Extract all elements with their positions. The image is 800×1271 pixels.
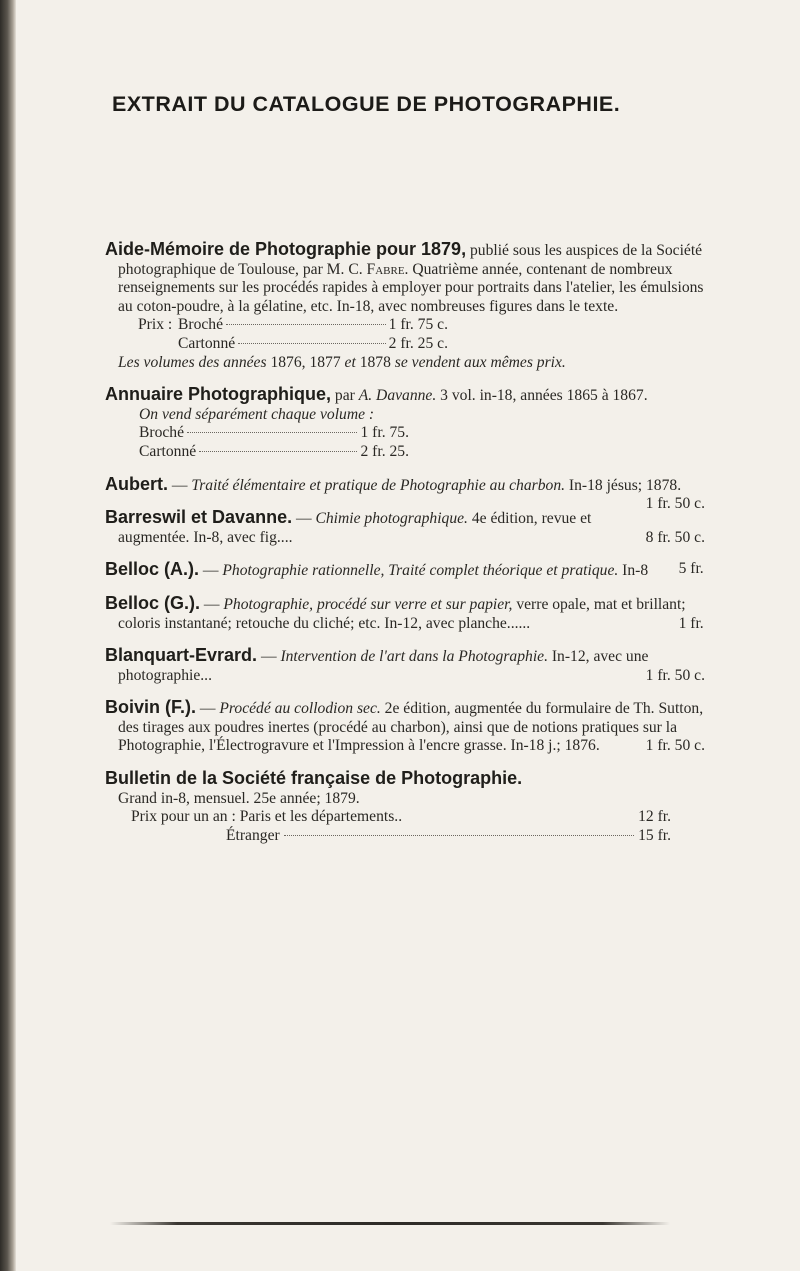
entry-price: 1 fr. [678, 614, 704, 632]
price-label: Cartonné [139, 442, 197, 460]
entry-title: Intervention de l'art dans la Photographie. [280, 648, 548, 666]
price-list [105, 316, 705, 353]
entry-title: Photographie rationnelle, Traité complet théorique et pratique. [222, 562, 619, 580]
entry-note: On vend séparément chaque volume : [139, 405, 375, 423]
price-row [118, 335, 448, 354]
price-value: 12 fr. [638, 808, 671, 826]
entry-title: Traité élémentaire et pratique de Photographie au charbon. [191, 476, 566, 494]
entry-price: 1 fr. 50 c. [645, 495, 705, 513]
entry-detail: In-12, avec une photographie... [118, 648, 649, 684]
entry-price: 8 fr. 50 c. [645, 528, 705, 546]
entry-blanquart-evrard: Blanquart-Evrard. — Intervention de l'art dans la Photographie. In-12, avec une photographie... 1 fr. 50 c. [105, 645, 705, 684]
entry-price: 1 fr. 50 c. [645, 666, 705, 684]
entry-boivin: Boivin (F.). — Procédé au collodion sec. 2e édition, augmentée du formulaire de Th. Sutton, des tirages aux poudres inertes (procédé au charbon), ainsi que de notions pratiques sur la Photographie, l'Électrogravure et l'Impression à l'encre grasse. In-18 j.; 1876. 1 fr. 50 c. [105, 697, 705, 755]
price-value: 15 fr. [638, 826, 671, 844]
entry-bulletin [105, 769, 705, 845]
entry-detail: Grand in-8, mensuel. 25e année; 1879. [118, 789, 360, 807]
price-list [105, 808, 705, 845]
entry-price: 1 fr. 50 c. [645, 737, 705, 755]
entry-text: publié sous les auspices de la Société photographique de Toulouse, par M. C. [118, 242, 703, 278]
entry-detail: 4e édition, revue et augmentée. In-8, avec fig.... [118, 510, 592, 546]
entry-title: Procédé au collodion sec. [219, 700, 381, 718]
entry-author: Fabre [366, 260, 405, 278]
footer-rule [110, 1222, 670, 1225]
entry-aubert: Aubert. — Traité élémentaire et pratique de Photographie au charbon. In-18 jésus; 1878. 1 fr. 50 c. [105, 473, 705, 513]
entry-name: Bulletin de la Société française de Photographie. [105, 768, 523, 789]
page-title: EXTRAIT DU CATALOGUE DE PHOTOGRAPHIE. [112, 92, 621, 116]
entry-name: Blanquart-Evrard. [105, 645, 258, 666]
entry-title: Photographie, procédé sur verre et sur papier, [223, 595, 513, 613]
entry-name: Belloc (G.). [105, 592, 201, 613]
entry-text: 3 vol. in-18, années 1865 à 1867. [436, 387, 648, 405]
price-label: Prix pour un an : Paris et les départements.. [131, 808, 403, 826]
entry-detail: verre opale, mat et brillant; coloris instantané; retouche du cliché; etc. In-12, avec planche...... [118, 595, 686, 632]
entry-price: 5 fr. [678, 560, 704, 578]
entry-detail: 2e édition, augmentée du formulaire de Th. Sutton, des tirages aux poudres inertes (procédé au charbon), ainsi que de notions pratiques sur la Photographie, l'Électrogravure et l'Impression à l'encre grasse. In-18 j.; 1876. [118, 700, 704, 755]
entry-name: Barreswil et Davanne. [105, 507, 293, 528]
price-row [131, 808, 671, 827]
entry-author: A. Davanne. [358, 387, 437, 405]
entry-barreswil: Barreswil et Davanne. — Chimie photographique. 4e édition, revue et augmentée. In-8, avec fig.... 8 fr. 50 c. [105, 507, 705, 546]
entry-title: Chimie photographique. [315, 510, 468, 528]
price-row [139, 443, 409, 462]
entry-aide-memoire [105, 240, 705, 372]
price-label: Étranger [226, 826, 280, 844]
entry-name: Boivin (F.). [105, 697, 196, 718]
price-label: Cartonné [178, 334, 236, 352]
entry-detail: In-8 [618, 562, 649, 580]
entry-text: . Quatrième année, contenant de nombreux renseignements sur les procédés rapides à employer pour portraits dans l'atelier, les émulsions au coton-poudre, à la gélatine, etc. In-18, avec nombreuses figures dans le texte. [118, 260, 704, 315]
price-label: Broché [139, 424, 185, 442]
price-value: 2 fr. 25 c. [388, 334, 448, 352]
price-value: 1 fr. 75 c. [388, 316, 448, 334]
entry-name: Belloc (A.). [105, 559, 200, 580]
price-value: 2 fr. 25. [360, 442, 409, 460]
price-label: Broché [178, 316, 224, 334]
entry-name: Aubert. [105, 473, 168, 494]
price-value: 1 fr. 75. [360, 424, 409, 442]
price-list [105, 424, 705, 461]
entry-name: Aide-Mémoire de Photographie pour 1879, [105, 239, 467, 259]
price-prefix: Prix : [138, 316, 173, 334]
entry-detail: In-18 jésus; 1878. [565, 476, 682, 494]
price-row [118, 316, 448, 335]
entry-name: Annuaire Photographique, [105, 384, 332, 405]
catalogue-entries [105, 240, 705, 858]
price-row [131, 827, 671, 846]
entry-belloc-a: Belloc (A.). — Photographie rationnelle, Traité complet théorique et pratique. In-8 5 fr. [105, 559, 704, 580]
entry-belloc-g: Belloc (G.). — Photographie, procédé sur verre et sur papier, verre opale, mat et brillant; coloris instantané; retouche du cliché; etc. In-12, avec planche...... 1 fr. [105, 592, 704, 632]
price-row [139, 424, 409, 443]
entry-note: Les volumes des années 1876, 1877 et 1878 se vendent aux mêmes prix. [118, 353, 566, 371]
entry-annuaire: Annuaire Photographique, par A. Davanne. 3 vol. in-18, années 1865 à 1867. On vend séparément chaque volume : Broché 1 fr. 75. Cartonné 2 fr. 25. [105, 385, 705, 461]
